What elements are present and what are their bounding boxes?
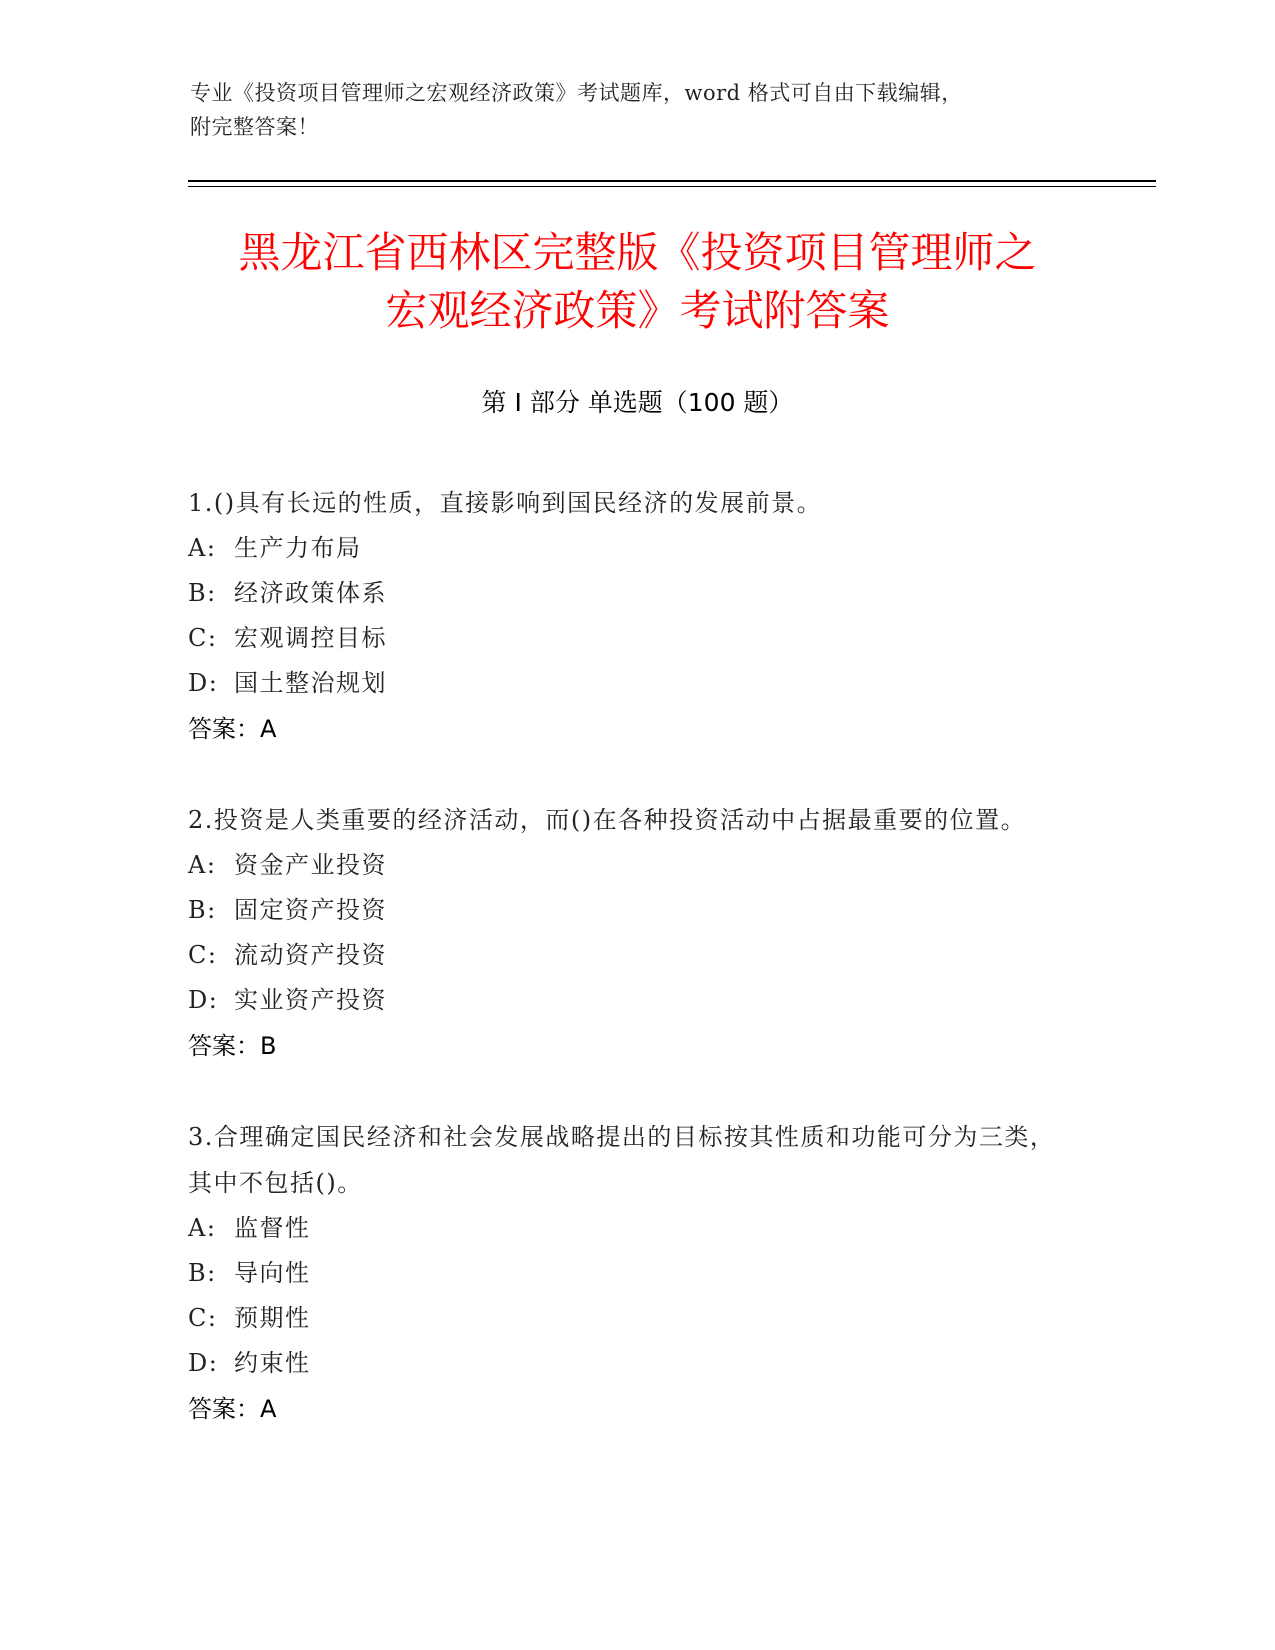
question-stem: 2.投资是人类重要的经济活动，而()在各种投资活动中占据最重要的位置。 <box>188 806 1027 834</box>
option-text: 约束性 <box>234 1349 311 1377</box>
option-letter: C: <box>188 624 218 652</box>
option-letter: D: <box>188 986 219 1014</box>
answer-line: 答案：B <box>188 1032 277 1060</box>
option-d <box>188 978 1068 1023</box>
option-text: 实业资产投资 <box>234 986 387 1014</box>
document-title <box>150 224 1125 340</box>
option-a <box>188 526 1068 571</box>
answer-line: 答案：A <box>188 1395 277 1423</box>
question-1 <box>188 480 1068 752</box>
option-text: 监督性 <box>234 1214 311 1242</box>
header-divider-thick <box>188 180 1156 182</box>
option-letter: A: <box>188 1214 217 1242</box>
question-2 <box>188 797 1068 1069</box>
option-c <box>188 933 1068 978</box>
option-text: 固定资产投资 <box>234 896 387 924</box>
option-text: 经济政策体系 <box>234 579 387 607</box>
option-d <box>188 661 1068 706</box>
option-text: 宏观调控目标 <box>234 624 387 652</box>
option-letter: B: <box>188 579 217 607</box>
answer-line: 答案：A <box>188 715 277 743</box>
document-title-line-2: 宏观经济政策》考试附答案 <box>385 286 890 335</box>
option-text: 流动资产投资 <box>234 941 387 969</box>
option-letter: B: <box>188 1259 217 1287</box>
option-text: 国土整治规划 <box>234 669 387 697</box>
document-title-line-1: 黑龙江省西林区完整版《投资项目管理师之 <box>238 228 1037 277</box>
option-a <box>188 1206 1068 1251</box>
option-letter: B: <box>188 896 217 924</box>
option-letter: A: <box>188 534 217 562</box>
option-letter: D: <box>188 1349 219 1377</box>
header-note <box>190 76 1090 144</box>
header-note-line-2: 附完整答案！ <box>190 115 319 139</box>
question-stem: 3.合理确定国民经济和社会发展战略提出的目标按其性质和功能可分为三类，其中不包括()。 <box>188 1123 1056 1197</box>
option-b <box>188 1251 1068 1296</box>
option-letter: C: <box>188 941 218 969</box>
option-c <box>188 1296 1068 1341</box>
option-c <box>188 616 1068 661</box>
option-a <box>188 843 1068 888</box>
question-3 <box>188 1114 1068 1432</box>
header-note-line-1: 专业《投资项目管理师之宏观经济政策》考试题库，word 格式可自由下载编辑， <box>190 81 963 105</box>
section-heading: 第 I 部分 单选题（100 题） <box>481 388 794 417</box>
option-letter: C: <box>188 1304 218 1332</box>
option-d <box>188 1341 1068 1386</box>
option-text: 预期性 <box>234 1304 311 1332</box>
question-stem: 1.()具有长远的性质，直接影响到国民经济的发展前景。 <box>188 489 823 517</box>
header-divider-thin <box>188 186 1156 187</box>
question-list <box>188 480 1068 1477</box>
option-text: 导向性 <box>234 1259 311 1287</box>
option-text: 资金产业投资 <box>234 851 387 879</box>
option-text: 生产力布局 <box>234 534 362 562</box>
option-letter: A: <box>188 851 217 879</box>
option-letter: D: <box>188 669 219 697</box>
option-b <box>188 888 1068 933</box>
option-b <box>188 571 1068 616</box>
